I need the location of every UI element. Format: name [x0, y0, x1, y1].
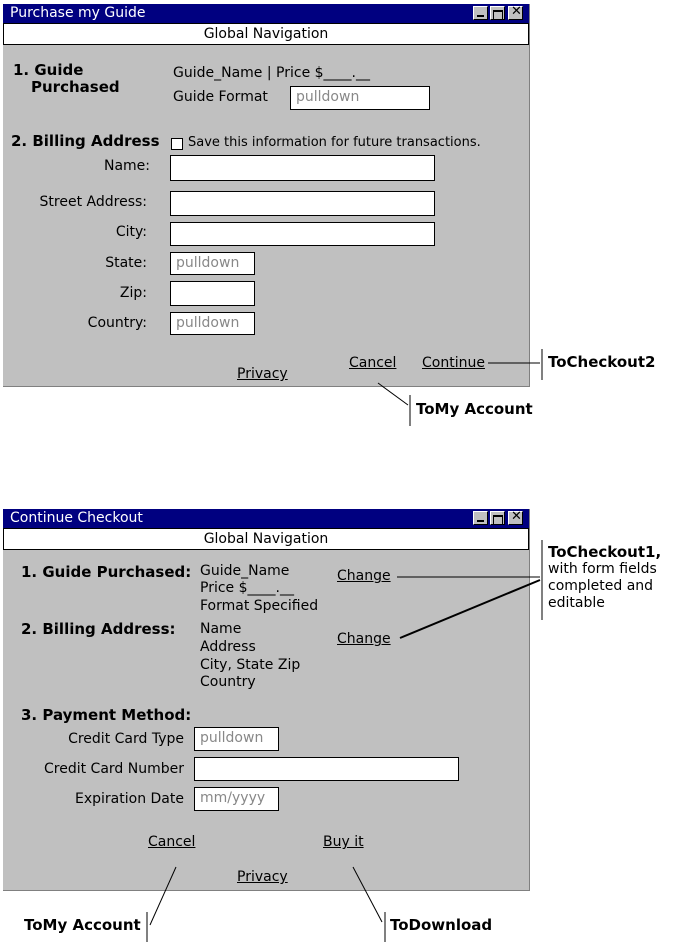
close-icon: ✕ [511, 4, 522, 19]
close-button[interactable] [508, 6, 523, 20]
street-input[interactable] [170, 191, 435, 216]
annotation-to-checkout2: ToCheckout2 [548, 353, 656, 371]
city-input[interactable] [170, 222, 435, 246]
billing-name: Name [200, 621, 242, 637]
section-guide-purchased-heading-2: Purchased [31, 78, 120, 96]
cc-number-label: Credit Card Number [44, 761, 184, 777]
guide-format-select[interactable] [290, 86, 430, 110]
billing-address: Address [200, 639, 256, 655]
restore-button[interactable] [490, 6, 505, 20]
cancel-link[interactable]: Cancel [148, 834, 196, 850]
street-label: Street Address: [39, 194, 147, 210]
change-billing-link[interactable]: Change [337, 631, 391, 647]
guide-name-price: Guide_Name | Price $____.__ [173, 65, 370, 81]
city-label: City: [115, 224, 147, 240]
restore-icon [493, 10, 503, 20]
cc-type-select[interactable] [194, 727, 279, 751]
zip-input[interactable] [170, 281, 255, 306]
window-title: Continue Checkout [10, 510, 143, 526]
expiration-input[interactable] [194, 787, 279, 811]
name-label: Name: [103, 158, 150, 174]
save-info-label: Save this information for future transactions. [188, 135, 481, 150]
billing-address-heading: 2. Billing Address: [21, 620, 176, 638]
guide-price: Price $____.__ [200, 580, 294, 596]
minimize-icon [477, 520, 484, 522]
annotation-to-checkout1-line4: editable [548, 595, 605, 611]
purchase-guide-window [3, 4, 530, 387]
restore-button[interactable] [490, 511, 505, 525]
state-select[interactable] [170, 252, 255, 275]
expiration-label: Expiration Date [75, 791, 184, 807]
guide-format: Format Specified [200, 598, 319, 614]
annotation-to-checkout1: ToCheckout1, [548, 543, 662, 561]
state-label: State: [105, 255, 147, 271]
guide-format-value: pulldown [296, 89, 360, 105]
zip-label: Zip: [119, 285, 147, 301]
close-icon: ✕ [511, 509, 522, 524]
close-button[interactable] [508, 511, 523, 525]
name-input[interactable] [170, 155, 435, 181]
title-bar [3, 509, 529, 528]
guide-format-label: Guide Format [173, 89, 268, 105]
minimize-icon [477, 15, 484, 17]
billing-city-state-zip: City, State Zip [200, 657, 301, 673]
minimize-button[interactable] [473, 6, 488, 20]
annotation-to-my-account-2: ToMy Account [24, 916, 141, 934]
cc-type-value: pulldown [200, 730, 264, 746]
section-billing-heading: 2. Billing Address [11, 132, 160, 150]
annotation-to-checkout1-line3: completed and [548, 578, 654, 594]
cc-number-input[interactable] [194, 757, 459, 781]
cc-type-label: Credit Card Type [68, 731, 184, 747]
continue-checkout-window [3, 509, 530, 891]
minimize-button[interactable] [473, 511, 488, 525]
guide-purchased-heading: 1. Guide Purchased: [21, 563, 192, 581]
billing-country: Country [200, 674, 256, 690]
cancel-link[interactable]: Cancel [349, 355, 397, 371]
annotation-to-my-account-1: ToMy Account [416, 400, 533, 418]
restore-icon [493, 515, 503, 525]
window-title: Purchase my Guide [10, 5, 146, 21]
title-bar [3, 4, 529, 23]
global-navigation[interactable]: Global Navigation [3, 528, 529, 550]
payment-method-heading: 3. Payment Method: [21, 706, 192, 724]
state-value: pulldown [176, 255, 240, 271]
country-label: Country: [87, 315, 147, 331]
save-info-checkbox[interactable] [171, 138, 183, 150]
privacy-link[interactable]: Privacy [237, 366, 288, 382]
annotation-to-checkout1-line2: with form fields [548, 561, 657, 577]
section-guide-purchased-heading: 1. Guide [13, 61, 84, 79]
expiration-placeholder: mm/yyyy [200, 790, 266, 806]
country-value: pulldown [176, 315, 240, 331]
change-guide-link[interactable]: Change [337, 568, 391, 584]
continue-link[interactable]: Continue [422, 355, 485, 371]
country-select[interactable] [170, 312, 255, 335]
annotation-to-download: ToDownload [390, 916, 493, 934]
global-navigation[interactable]: Global Navigation [3, 23, 529, 45]
buy-it-link[interactable]: Buy it [323, 834, 364, 850]
privacy-link[interactable]: Privacy [237, 869, 288, 885]
guide-name: Guide_Name [200, 563, 290, 579]
